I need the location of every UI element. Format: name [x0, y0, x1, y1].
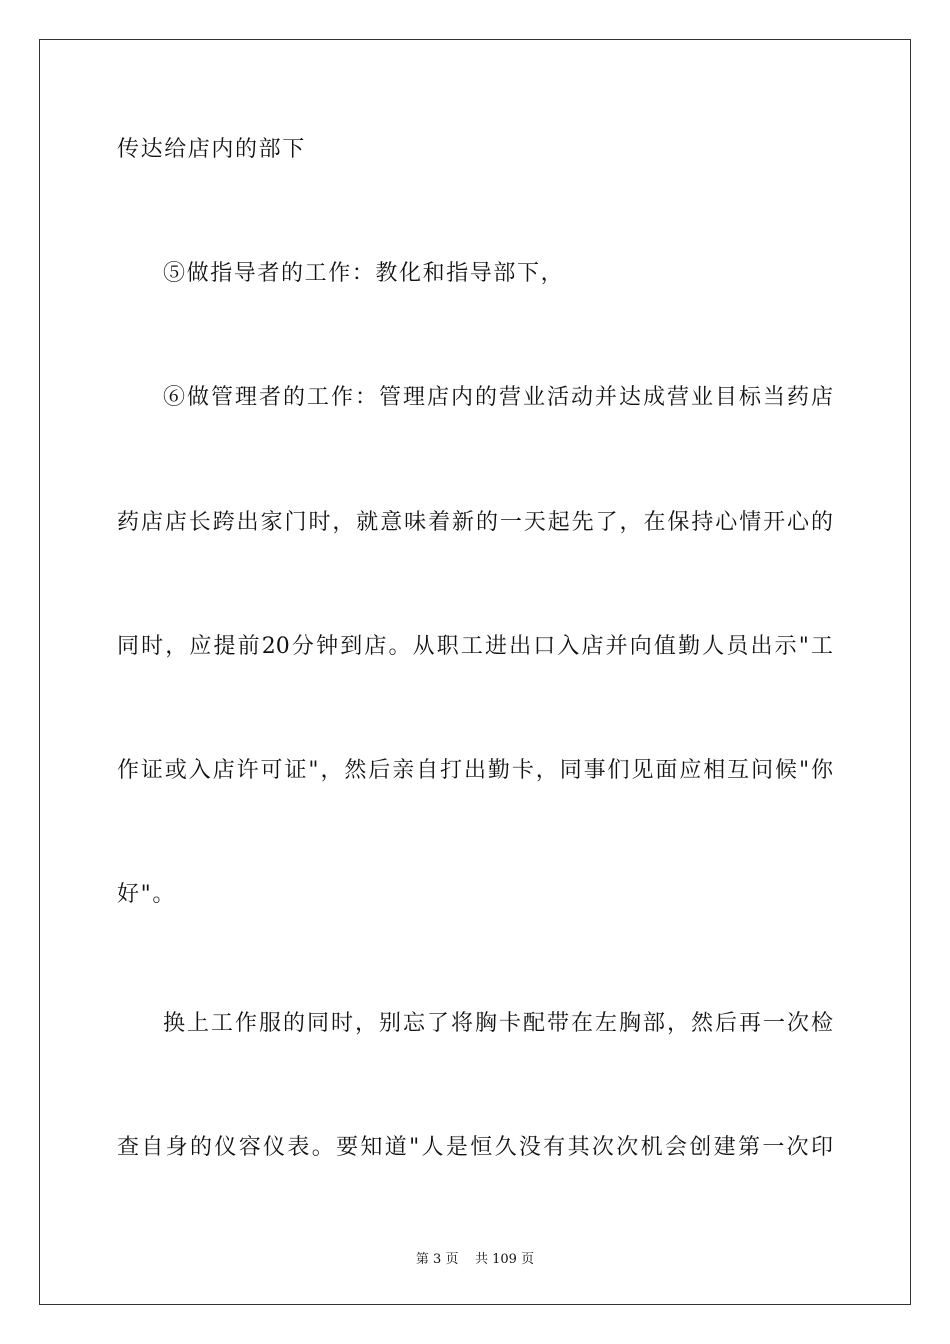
text-line-9: 查自身的仪容仪表。要知道"人是恒久没有其次次机会创建第一次印 [117, 1135, 833, 1160]
text-line-5: 同时，应提前20分钟到店。从职工进出口入店并向值勤人员出示"工 [117, 634, 833, 659]
page-footer: 第 3 页 共 109 页 [415, 1252, 535, 1267]
text-line-1: 传达给店内的部下 [117, 137, 306, 162]
text-line-7: 好"。 [117, 882, 176, 907]
text-line-4: 药店店长跨出家门时，就意味着新的一天起先了，在保持心情开心的 [117, 510, 833, 535]
text-line-6: 作证或入店许可证"，然后亲自打出勤卡，同事们见面应相互问候"你 [117, 758, 833, 783]
text-line-8: 换上工作服的同时，别忘了将胸卡配带在左胸部，然后再一次检 [163, 1011, 833, 1036]
text-line-2: ⑤做指导者的工作：教化和指导部下， [163, 261, 565, 286]
text-line-3: ⑥做管理者的工作：管理店内的营业活动并达成营业目标当药店 [163, 385, 833, 410]
page-frame [39, 39, 911, 1305]
